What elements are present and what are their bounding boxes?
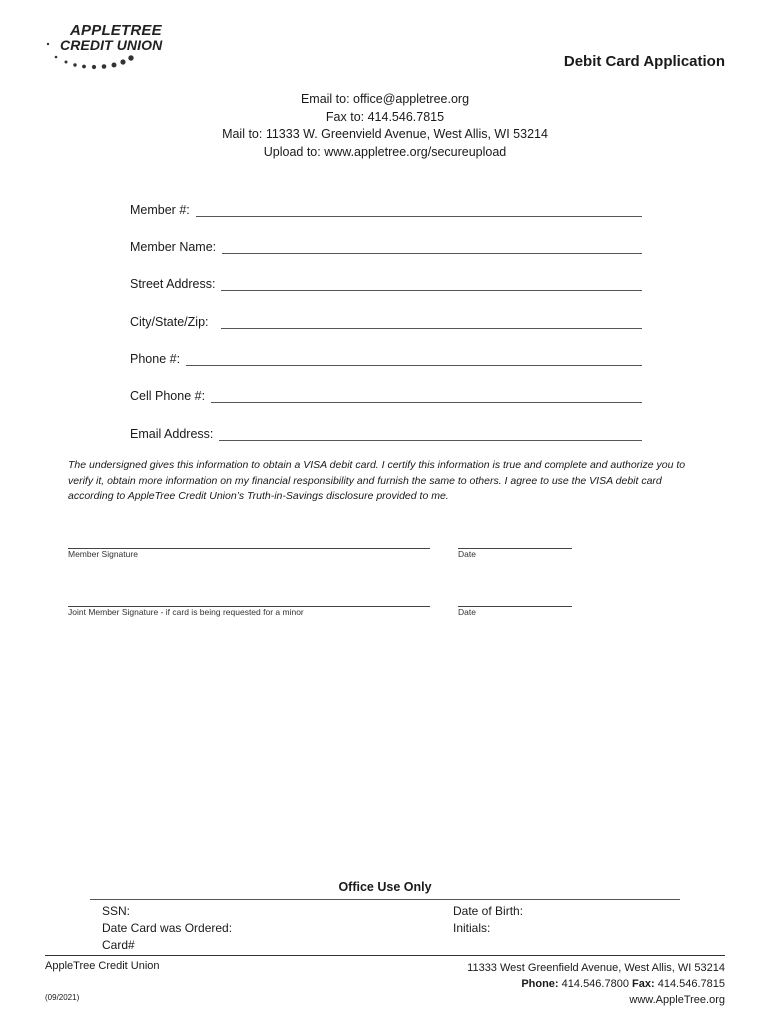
- footer-address: 11333 West Greenfield Avenue, West Allis, WI 53214: [467, 962, 725, 974]
- member-number-label: Member #:: [130, 203, 190, 217]
- office-card-label: Card#: [102, 938, 135, 952]
- member-name-field[interactable]: [130, 236, 642, 254]
- member-date-label: Date: [458, 549, 476, 559]
- footer-version: (09/2021): [45, 993, 80, 1002]
- footer-org-name: AppleTree Credit Union: [45, 960, 160, 972]
- contact-email: Email to: office@appletree.org: [300, 92, 470, 106]
- phone-label: Phone #:: [130, 352, 181, 366]
- footer-contact: [467, 960, 725, 1008]
- city-state-zip-label: City/State/Zip:: [130, 315, 209, 329]
- city-state-zip-field[interactable]: [130, 311, 642, 329]
- footer-phone-fax: [467, 976, 725, 992]
- contact-mail: Mail to: 11333 W. Greenvield Avenue, West Allis, WI 53214: [222, 127, 548, 141]
- office-use-divider: [90, 899, 680, 900]
- member-signature-label: Member Signature: [68, 549, 138, 559]
- appletree-logo: [44, 22, 174, 74]
- page-title: Debit Card Application: [563, 53, 725, 70]
- member-number-field[interactable]: [130, 199, 642, 217]
- footer-phone: 414.546.7800: [561, 978, 629, 990]
- member-number-line[interactable]: [196, 204, 642, 217]
- city-state-zip-line[interactable]: [221, 316, 643, 329]
- street-address-line[interactable]: [221, 278, 642, 291]
- member-name-label: Member Name:: [130, 240, 217, 254]
- office-initials-label: Initials:: [453, 921, 491, 935]
- footer-divider: [45, 955, 725, 956]
- street-address-field[interactable]: [130, 273, 642, 291]
- footer-website[interactable]: www.AppleTree.org: [629, 994, 725, 1006]
- email-address-field[interactable]: [130, 423, 642, 441]
- disclaimer-text: The undersigned gives this information to obtain a VISA debit card. I certify this information is true and complete and authorize you to verify it, obtain more information on my financial responsibility and furnish the same to others. I agree to use the VISA debit card according to AppleTree Credit Union’s Truth-in-Savings disclosure provided to me.: [68, 459, 686, 502]
- logo-line-1: APPLETREE: [70, 22, 162, 39]
- phone-field[interactable]: [130, 348, 642, 366]
- cell-phone-field[interactable]: [130, 385, 642, 403]
- joint-signature-label: Joint Member Signature - if card is being requested for a minor: [68, 607, 304, 617]
- street-address-label: Street Address:: [130, 277, 216, 291]
- office-ssn-label: SSN:: [102, 904, 131, 918]
- logo-line-2: CREDIT UNION: [60, 37, 163, 53]
- footer-fax: 414.546.7815: [657, 978, 725, 990]
- office-date-ordered-label: Date Card was Ordered:: [102, 921, 233, 935]
- joint-date-label: Date: [458, 607, 476, 617]
- footer-phone-label: Phone:: [521, 978, 559, 990]
- office-use-title: Office Use Only: [338, 880, 432, 894]
- office-dob-label: Date of Birth:: [453, 904, 524, 918]
- footer-fax-label: Fax:: [632, 978, 655, 990]
- contact-upload: Upload to: www.appletree.org/secureupload: [263, 144, 507, 159]
- member-name-line[interactable]: [222, 241, 642, 254]
- cell-phone-label: Cell Phone #:: [130, 389, 206, 403]
- email-address-line[interactable]: [219, 428, 642, 441]
- email-address-label: Email Address:: [130, 427, 214, 441]
- phone-line[interactable]: [186, 353, 642, 366]
- contact-fax: Fax to: 414.546.7815: [325, 109, 445, 124]
- contact-block: [0, 91, 770, 161]
- cell-phone-line[interactable]: [211, 390, 642, 403]
